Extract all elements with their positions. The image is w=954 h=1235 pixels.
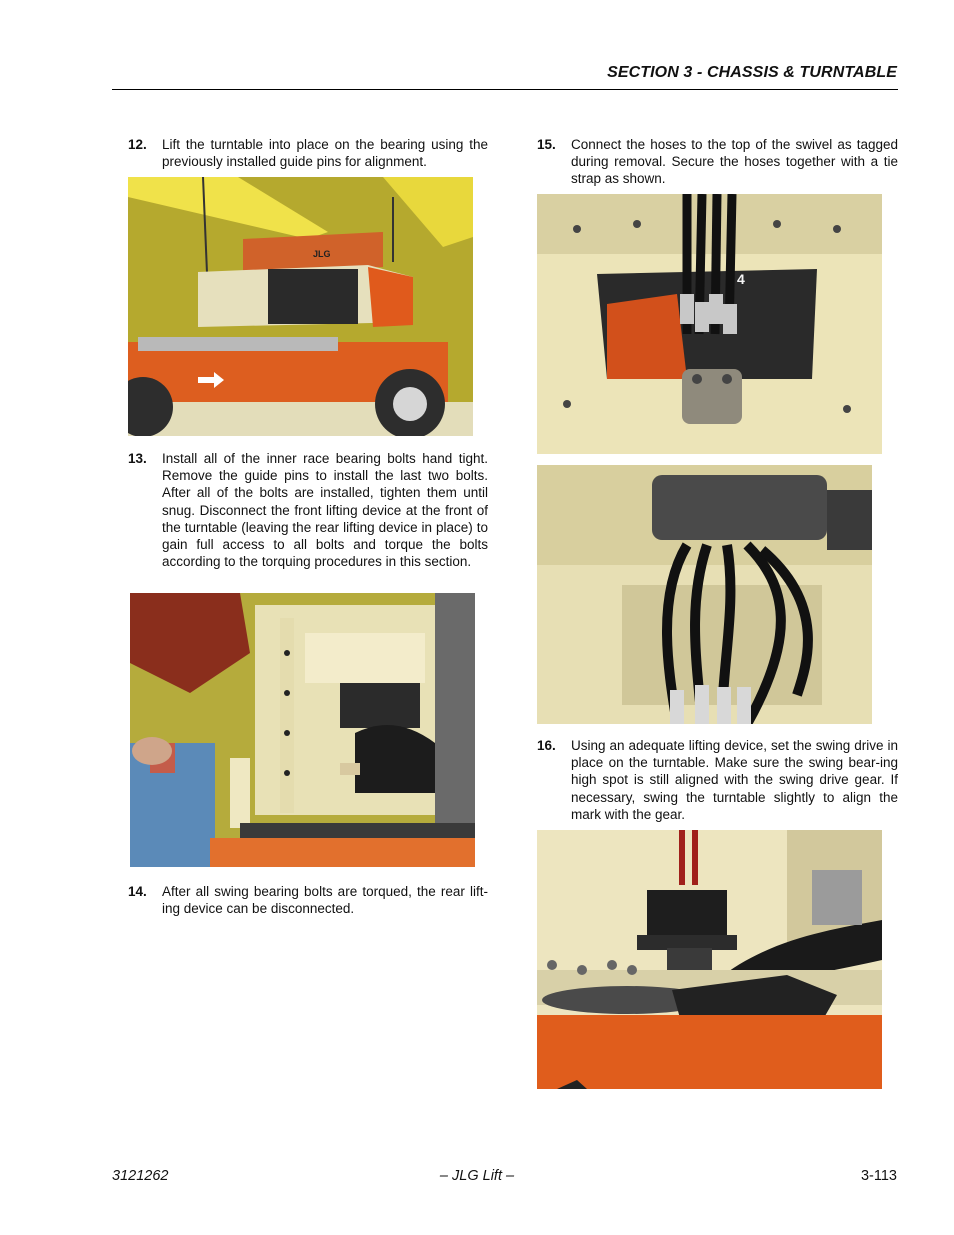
step-text: Install all of the inner race bearing bolts hand tight. Remove the guide pins to install the last two bolts. After all of the bolts are installed, tighten them until snug. Disconnect the front lifting device at the front of the turntable (leaving the rear lifting device in place) to gain full access to all bolts and torque the bolts according to the torquing procedures in this section.: [162, 451, 488, 570]
step-number: 13.: [128, 451, 147, 466]
step-16: [537, 737, 898, 823]
step-13: [128, 450, 488, 570]
photo-turntable-lift: [128, 177, 473, 436]
step-12: [128, 136, 488, 170]
turntable-logo: JLG: [313, 249, 331, 259]
step-number: 16.: [537, 738, 556, 753]
page-number: 3-113: [860, 1168, 897, 1184]
step-text: After all swing bearing bolts are torqued, the rear lift-ing device can be disconnected.: [162, 884, 488, 917]
header-divider: [112, 89, 898, 90]
photo-swivel-hoses: [537, 194, 882, 454]
step-number: 15.: [537, 137, 556, 152]
footer-company: – JLG Lift –: [439, 1168, 515, 1184]
step-15: [537, 136, 898, 188]
photo-bearing-bolts: [130, 593, 475, 867]
step-text: Connect the hoses to the top of the swivel as tagged during removal. Secure the hoses together with a tie strap as shown.: [571, 137, 898, 187]
photo-hoses-tied: [537, 465, 872, 724]
hose-tag-label: 4: [737, 271, 745, 287]
photo-swing-drive: [537, 830, 882, 1089]
document-number: 3121262: [112, 1168, 169, 1184]
step-number: 14.: [128, 884, 147, 899]
step-text: Lift the turntable into place on the bearing using the previously installed guide pins for alignment.: [162, 137, 488, 170]
section-title: SECTION 3 - CHASSIS & TURNTABLE: [607, 64, 897, 81]
step-number: 12.: [128, 137, 147, 152]
step-text: Using an adequate lifting device, set the swing drive in place on the turntable. Make sure the swing bear-ing high spot is still aligned with the swing drive gear. If necessary, swing the turntable slightly to align the mark with the gear.: [571, 738, 898, 822]
step-14: [128, 883, 488, 917]
